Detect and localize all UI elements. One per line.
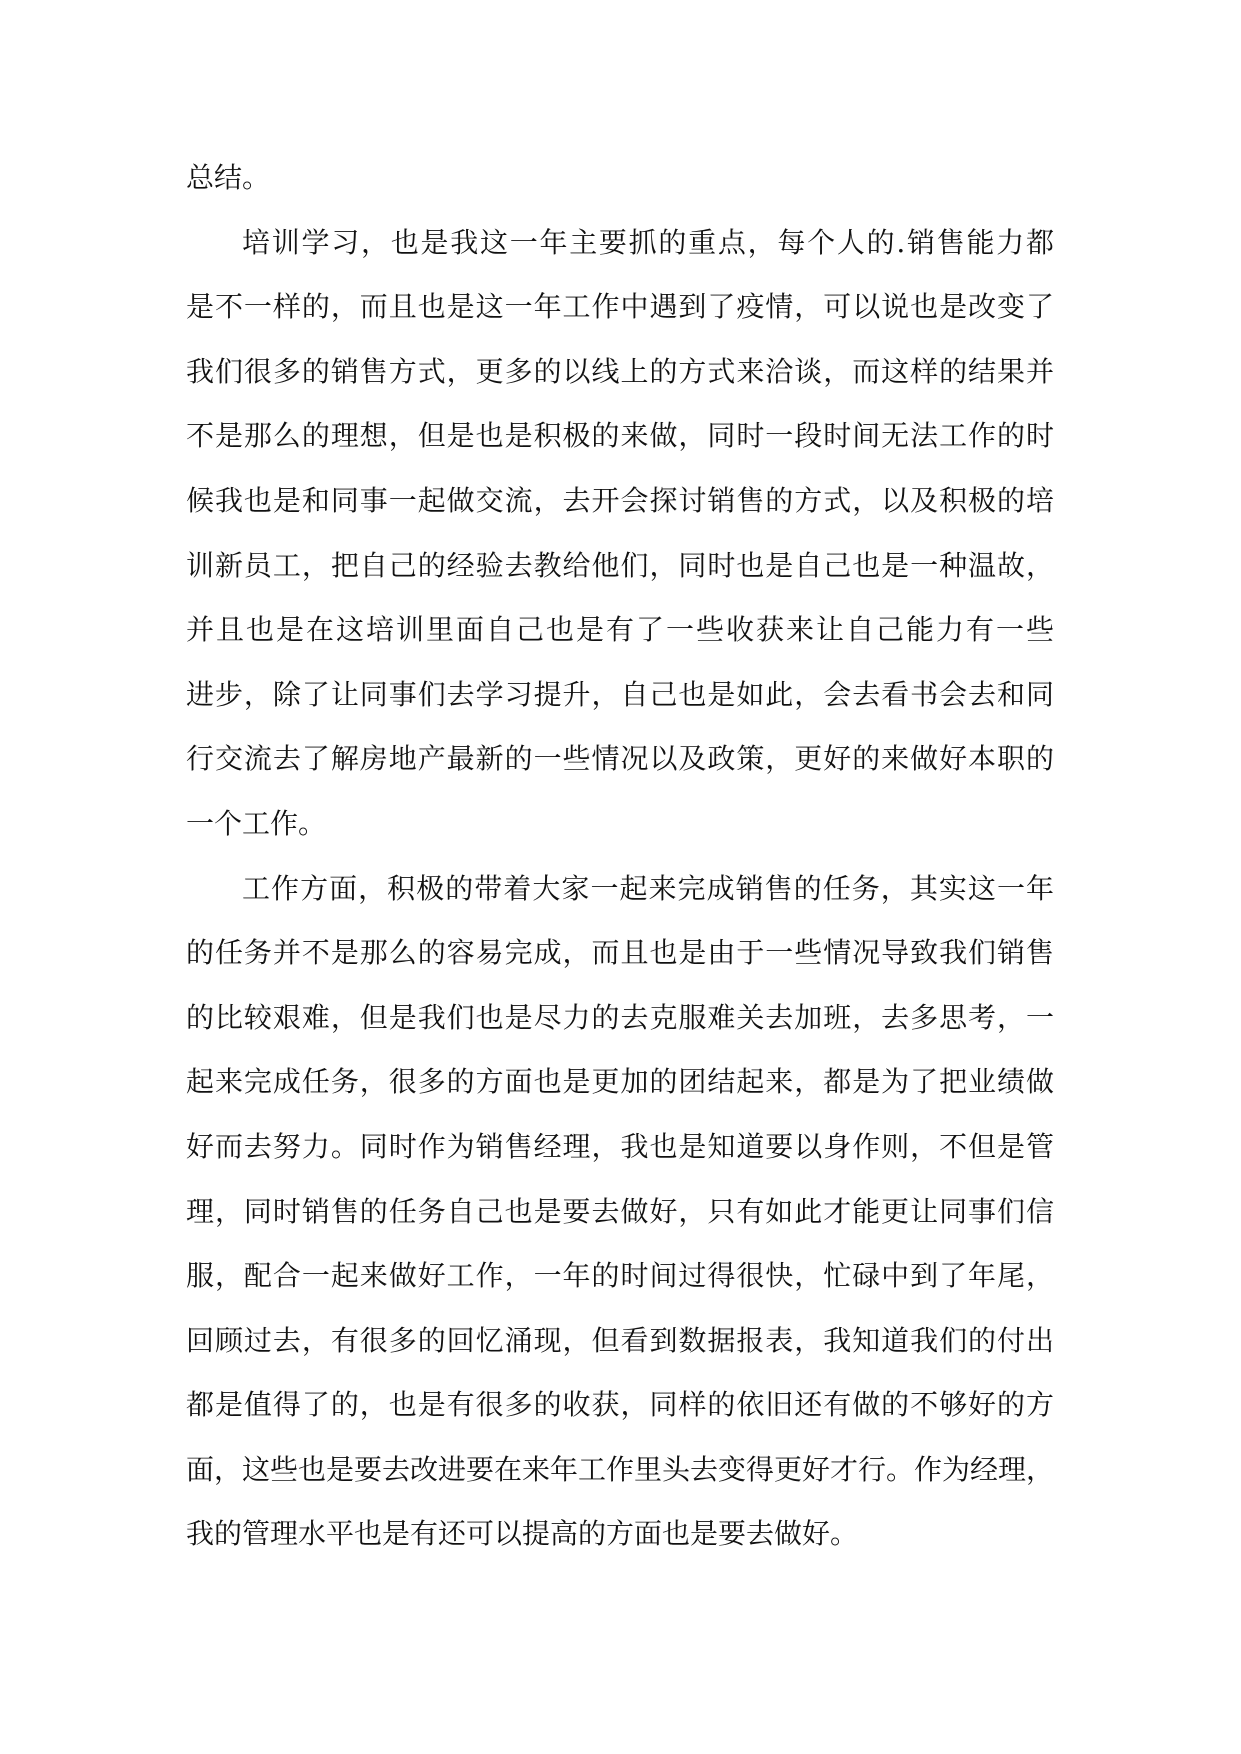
text-line: 培训学习，也是我这一年主要抓的重点，每个人的.销售能力都 [242,225,1054,259]
text-line: 工作方面，积极的带着大家一起来完成销售的任务，其实这一年 [242,871,1054,905]
text-line: 候我也是和同事一起做交流，去开会探讨销售的方式，以及积极的培 [186,483,1054,517]
text-line: 理，同时销售的任务自己也是要去做好，只有如此才能更让同事们信 [186,1194,1054,1228]
text-line: 训新员工，把自己的经验去教给他们，同时也是自己也是一种温故， [186,548,1054,582]
document-body [186,160,1054,1581]
paragraph-continuation [186,160,1054,225]
text-line: 并且也是在这培训里面自己也是有了一些收获来让自己能力有一些 [186,613,1054,647]
text-line: 的比较艰难，但是我们也是尽力的去克服难关去加班，去多思考，一 [186,1000,1054,1034]
text-line: 好而去努力。同时作为销售经理，我也是知道要以身作则，不但是管 [186,1129,1054,1163]
text-line: 我的管理水平也是有还可以提高的方面也是要去做好。 [186,1517,859,1551]
text-line: 都是值得了的，也是有很多的收获，同样的依旧还有做的不够好的方 [186,1388,1054,1422]
text-line: 的任务并不是那么的容易完成，而且也是由于一些情况导致我们销售 [186,936,1054,970]
text-line: 我们很多的销售方式，更多的以线上的方式来洽谈，而这样的结果并 [186,354,1054,388]
text-line: 服，配合一起来做好工作，一年的时间过得很快，忙碌中到了年尾， [186,1259,1054,1293]
text-line: 起来完成任务，很多的方面也是更加的团结起来，都是为了把业绩做 [186,1065,1054,1099]
text-line: 回顾过去，有很多的回忆涌现，但看到数据报表，我知道我们的付出 [186,1323,1054,1357]
paragraph-training [186,225,1054,871]
paragraph-work [186,871,1054,1582]
text-line: 进步，除了让同事们去学习提升，自己也是如此，会去看书会去和同 [186,677,1054,711]
text-line: 总结。 [186,161,271,194]
text-line: 一个工作。 [186,806,327,840]
text-line: 面，这些也是要去改进要在来年工作里头去变得更好才行。作为经理， [186,1452,1055,1486]
text-line: 是不一样的，而且也是这一年工作中遇到了疫情，可以说也是改变了 [186,290,1054,324]
text-line: 行交流去了解房地产最新的一些情况以及政策，更好的来做好本职的 [186,742,1054,776]
text-line: 不是那么的理想，但是也是积极的来做，同时一段时间无法工作的时 [186,419,1054,453]
